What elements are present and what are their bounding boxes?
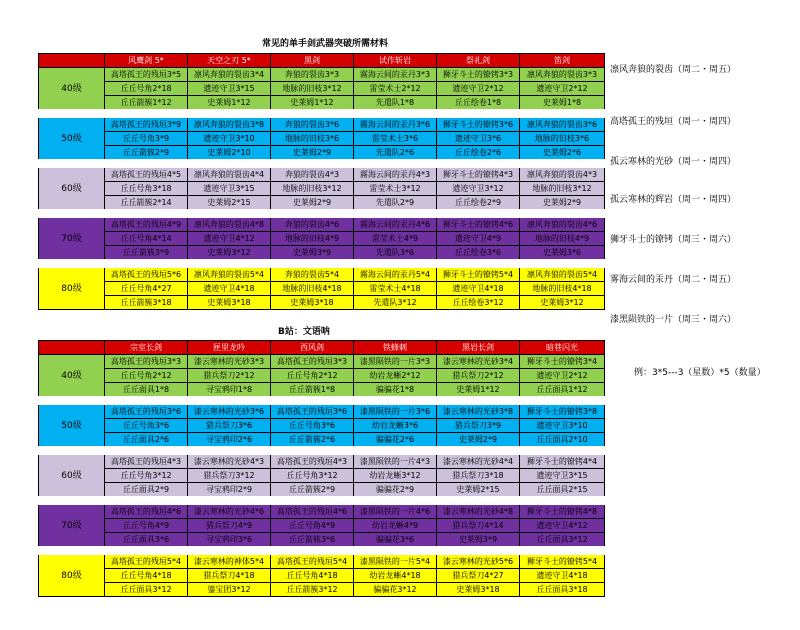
material-cell: 高塔孤王的残垣4*9 (105, 214, 188, 232)
material-cell: 遗迹守卫4*18 (188, 282, 271, 296)
material-cell: 幼岩龙蜥3*6 (354, 419, 437, 433)
table-row (39, 433, 605, 451)
material-cell: 雷莹术士3*12 (354, 182, 437, 196)
material-cell: 狮牙斗士的镣铐5*4 (437, 264, 520, 282)
material-cell: 丘丘箭簇3*9 (105, 246, 188, 264)
header-corner (39, 54, 105, 68)
weapon-header: 黑剑 (271, 54, 354, 68)
material-cell: 霧海云间的汞丹3*6 (354, 114, 437, 132)
material-cell: 漆云寒林的光砂3*8 (437, 401, 520, 419)
material-cell: 遗迹守卫4*12 (188, 232, 271, 246)
material-cell: 猎兵祭刀2*12 (188, 369, 271, 383)
material-cell: 骗骗花2*6 (354, 433, 437, 451)
material-cell: 骗骗花3*12 (354, 583, 437, 597)
material-cell: 史莱姆2*9 (271, 196, 354, 214)
table-row (39, 569, 605, 583)
material-cell: 丘丘箭簇2*9 (105, 146, 188, 164)
material-cell: 遗迹守卫4*18 (520, 569, 605, 583)
material-cell: 史莱姆1*12 (437, 383, 520, 401)
table-row (39, 401, 605, 419)
material-cell: 骗骗花3*6 (354, 533, 437, 551)
material-cell: 史莱姆2*15 (437, 483, 520, 501)
schedule-item: 漆黑陨铁的一片（周三・周六） (610, 315, 737, 325)
material-cell: 丘丘面具1*8 (105, 383, 188, 401)
material-cell: 丘丘号角4*9 (271, 519, 354, 533)
material-cell: 地脉的旧枝4*9 (520, 232, 605, 246)
material-cell: 猎兵祭刀3*18 (437, 469, 520, 483)
table-row (39, 296, 605, 310)
material-cell: 史莱姆3*6 (520, 246, 605, 264)
material-cell: 猎兵祭刀3*6 (188, 419, 271, 433)
material-cell: 丘丘号角3*6 (271, 419, 354, 433)
material-cell: 遗迹守卫3*12 (437, 182, 520, 196)
level-label: 80级 (39, 264, 105, 310)
material-cell: 雷莹术士3*6 (354, 132, 437, 146)
table-row (39, 583, 605, 597)
material-cell: 地脉的旧枝4*18 (271, 282, 354, 296)
material-cell: 鎏宝团3*12 (188, 583, 271, 597)
material-cell: 狮牙斗士的镣铐3*3 (437, 68, 520, 82)
legend-note: 例：3*5---3（星数）*5（数量） (634, 368, 766, 378)
table-row (39, 355, 605, 369)
material-cell: 猎兵祭刀3*9 (437, 419, 520, 433)
schedule-item: 孤云寒林的光砂（周一・周四） (610, 157, 737, 167)
material-cell: 地脉的旧枝3*6 (271, 132, 354, 146)
material-cell: 漆云寒林的光砂4*3 (188, 451, 271, 469)
material-cell: 凛风奔狼的裂齿4*4 (188, 164, 271, 182)
table-row (39, 246, 605, 264)
material-cell: 漆黑陨铁的一片3*3 (354, 355, 437, 369)
material-cell: 漆云寒林的光砂3*4 (437, 355, 520, 369)
material-cell: 史莱姆2*15 (188, 196, 271, 214)
table-row (39, 146, 605, 164)
table-row (39, 232, 605, 246)
material-cell: 地脉的旧枝4*9 (271, 232, 354, 246)
material-cell: 遗迹守卫3*10 (188, 132, 271, 146)
material-cell: 狮牙斗士的镣铐4*8 (520, 501, 605, 519)
material-cell: 丘丘号角4*27 (105, 282, 188, 296)
material-cell: 先遣队1*8 (354, 96, 437, 114)
material-cell: 狮牙斗士的镣铐3*6 (437, 114, 520, 132)
level-label: 50级 (39, 401, 105, 451)
material-cell: 高塔孤王的残垣3*3 (271, 355, 354, 369)
material-cell: 骗骗花1*8 (354, 383, 437, 401)
material-cell: 凛风奔狼的裂齿3*6 (520, 114, 605, 132)
material-cell: 史莱姆2*9 (520, 196, 605, 214)
material-cell: 遗迹守卫3*15 (520, 469, 605, 483)
material-cell: 丘丘箭簇3*18 (105, 296, 188, 310)
material-cell: 狮牙斗士的镣铐4*6 (437, 214, 520, 232)
weapon-header: 祭礼剑 (437, 54, 520, 68)
material-cell: 狮牙斗士的镣铐5*4 (520, 551, 605, 569)
material-cell: 丘丘面具3*12 (520, 533, 605, 551)
table-row (39, 214, 605, 232)
material-cell: 幼岩龙蜥3*12 (354, 469, 437, 483)
material-cell: 史莱姆3*9 (271, 246, 354, 264)
material-cell: 丘丘号角3*6 (105, 419, 188, 433)
material-cell: 霧海云间的汞丹3*3 (354, 68, 437, 82)
material-cell: 漆云寒林的光砂3*3 (188, 355, 271, 369)
header-row (39, 341, 605, 355)
material-cell: 高塔孤王的残垣3*3 (105, 355, 188, 369)
material-cell: 史莱姆2*10 (188, 146, 271, 164)
material-cell: 狮牙斗士的镣铐4*3 (437, 164, 520, 182)
material-cell: 丘丘绘卷2*9 (437, 196, 520, 214)
material-cell: 丘丘绘卷3*6 (437, 246, 520, 264)
material-cell: 漆云寒林的光砂3*6 (188, 401, 271, 419)
material-cell: 丘丘箭簇3*6 (271, 533, 354, 551)
material-cell: 寻宝鸦印2*9 (188, 483, 271, 501)
table-row (39, 82, 605, 96)
table-row (39, 96, 605, 114)
material-cell: 丘丘面具2*10 (520, 433, 605, 451)
material-cell: 丘丘号角4*9 (105, 519, 188, 533)
material-cell: 史莱姆2*6 (520, 146, 605, 164)
material-cell: 高塔孤王的残垣3*6 (271, 401, 354, 419)
material-cell: 漆云寒林的光砂4*8 (437, 501, 520, 519)
material-cell: 雷莹术士4*18 (354, 282, 437, 296)
material-cell: 遗迹守卫4*12 (520, 519, 605, 533)
material-cell: 高塔孤王的残垣3*5 (105, 68, 188, 82)
weapon-header: 试作斩岩 (354, 54, 437, 68)
material-cell: 奔狼的裂齿3*6 (271, 114, 354, 132)
level-label: 60级 (39, 451, 105, 501)
table-row (39, 383, 605, 401)
level-label: 40级 (39, 68, 105, 114)
table-row (39, 519, 605, 533)
material-cell: 丘丘面具2*9 (105, 483, 188, 501)
material-cell: 奔狼的裂齿3*3 (271, 68, 354, 82)
material-cell: 丘丘号角3*18 (105, 182, 188, 196)
material-cell: 漆云寒林的光砂4*6 (188, 501, 271, 519)
schedule-item: 雾海云间的汞丹（周二・周五） (610, 275, 737, 285)
schedule-item: 孤云寒林的辉岩（周一・周四） (610, 195, 737, 205)
material-cell: 丘丘箭簇2*6 (271, 433, 354, 451)
material-cell: 寻宝鸦印1*8 (188, 383, 271, 401)
material-cell: 凛风奔狼的裂齿4*6 (520, 214, 605, 232)
material-cell: 丘丘面具3*18 (520, 583, 605, 597)
materials-table-2 (38, 340, 605, 597)
material-cell: 丘丘箭簇3*12 (271, 583, 354, 597)
material-cell: 高塔孤王的残垣4*3 (271, 451, 354, 469)
material-cell: 幼岩龙蜥2*12 (354, 369, 437, 383)
weapon-header: 铁蜂刺 (354, 341, 437, 355)
table-row (39, 419, 605, 433)
material-cell: 丘丘箭簇2*14 (105, 196, 188, 214)
material-cell: 丘丘面具2*6 (105, 433, 188, 451)
level-label: 70级 (39, 501, 105, 551)
material-cell: 丘丘绘卷2*6 (437, 146, 520, 164)
material-cell: 奔狼的裂齿4*3 (271, 164, 354, 182)
table-row (39, 282, 605, 296)
material-cell: 凛风奔狼的裂齿3*3 (520, 68, 605, 82)
material-cell: 高塔孤王的残垣3*6 (105, 401, 188, 419)
material-cell: 狮牙斗士的镣铐3*4 (520, 355, 605, 369)
material-cell: 史莱姆3*12 (188, 246, 271, 264)
subtitle: B站：文语呐 (278, 327, 330, 337)
material-cell: 霧海云间的汞丹5*4 (354, 264, 437, 282)
material-cell: 高塔孤王的残垣5*4 (271, 551, 354, 569)
material-cell: 猎兵祭刀3*12 (188, 469, 271, 483)
material-cell: 漆云寒林的光砂5*6 (437, 551, 520, 569)
table-row (39, 469, 605, 483)
material-cell: 丘丘面具1*12 (520, 383, 605, 401)
material-cell: 幼岩龙蜥4*18 (354, 569, 437, 583)
material-cell: 丘丘面具3*12 (105, 583, 188, 597)
material-cell: 丘丘箭簇1*8 (271, 383, 354, 401)
material-cell: 地脉的旧枝3*12 (520, 182, 605, 196)
material-cell: 地脉的旧枝3*12 (271, 82, 354, 96)
material-cell: 地脉的旧枝4*18 (520, 282, 605, 296)
material-cell: 史莱姆2*9 (271, 146, 354, 164)
material-cell: 猎兵祭刀4*27 (437, 569, 520, 583)
material-cell: 丘丘号角4*18 (271, 569, 354, 583)
material-cell: 先遣队3*6 (354, 246, 437, 264)
material-cell: 漆黑陨铁的一片5*4 (354, 551, 437, 569)
header-corner (39, 341, 105, 355)
weapon-header: 天空之刃 5* (188, 54, 271, 68)
table-row (39, 132, 605, 146)
weapon-header: 匣里龙吟 (188, 341, 271, 355)
material-cell: 先遣队2*6 (354, 146, 437, 164)
material-cell: 丘丘箭簇2*9 (271, 483, 354, 501)
material-cell: 猎兵祭刀4*9 (188, 519, 271, 533)
material-cell: 猎兵祭刀4*18 (188, 569, 271, 583)
table-row (39, 483, 605, 501)
material-cell: 凛风奔狼的裂齿4*8 (188, 214, 271, 232)
material-cell: 丘丘面具3*6 (105, 533, 188, 551)
material-cell: 丘丘绘卷3*12 (437, 296, 520, 310)
material-cell: 丘丘号角4*18 (105, 569, 188, 583)
material-cell: 史莱姆3*18 (437, 583, 520, 597)
material-cell: 史莱姆2*9 (437, 433, 520, 451)
material-cell: 狮牙斗士的镣铐4*4 (520, 451, 605, 469)
table-row (39, 68, 605, 82)
material-cell: 丘丘号角2*18 (105, 82, 188, 96)
material-cell: 霧海云间的汞丹4*6 (354, 214, 437, 232)
material-cell: 凛风奔狼的裂齿3*4 (188, 68, 271, 82)
table-row (39, 196, 605, 214)
material-cell: 漆黑陨铁的一片4*3 (354, 451, 437, 469)
weapon-header: 宗室长剑 (105, 341, 188, 355)
table-row (39, 501, 605, 519)
material-cell: 史莱姆1*8 (520, 96, 605, 114)
material-cell: 雷莹术士4*9 (354, 232, 437, 246)
schedule-item: 凛风奔狼的裂齿（周二・周五） (610, 65, 737, 75)
material-cell: 遗迹守卫4*9 (437, 232, 520, 246)
material-cell: 寻宝鸦印3*6 (188, 533, 271, 551)
material-cell: 奔狼的裂齿5*4 (271, 264, 354, 282)
material-cell: 史莱姆1*12 (188, 96, 271, 114)
material-cell: 遗迹守卫3*15 (188, 82, 271, 96)
material-cell: 幼岩龙蜥4*9 (354, 519, 437, 533)
material-cell: 丘丘箭簇1*12 (105, 96, 188, 114)
table-row (39, 369, 605, 383)
material-cell: 高塔孤王的残垣3*9 (105, 114, 188, 132)
table-row (39, 164, 605, 182)
material-cell: 高塔孤王的残垣5*6 (105, 264, 188, 282)
material-cell: 遗迹守卫2*12 (520, 369, 605, 383)
table-row (39, 551, 605, 569)
material-cell: 凛风奔狼的裂齿3*8 (188, 114, 271, 132)
material-cell: 丘丘号角3*12 (105, 469, 188, 483)
material-cell: 地脉的旧枝3*6 (520, 132, 605, 146)
material-cell: 遗迹守卫2*12 (437, 82, 520, 96)
schedule-item: 狮牙斗士的镣铐（周三・周六） (610, 235, 737, 245)
weapon-header: 西风剑 (271, 341, 354, 355)
material-cell: 寻宝鸦印2*6 (188, 433, 271, 451)
material-cell: 丘丘面具2*15 (520, 483, 605, 501)
weapon-header: 风鹰剑 5* (105, 54, 188, 68)
material-cell: 史莱姆3*12 (520, 296, 605, 310)
material-cell: 高塔孤王的残垣4*6 (105, 501, 188, 519)
material-cell: 高塔孤王的残垣4*3 (105, 451, 188, 469)
level-label: 40级 (39, 355, 105, 401)
header-row (39, 54, 605, 68)
material-cell: 猎兵祭刀4*14 (437, 519, 520, 533)
material-cell: 高塔孤王的残垣4*6 (271, 501, 354, 519)
material-cell: 丘丘号角4*14 (105, 232, 188, 246)
material-cell: 高塔孤王的残垣4*5 (105, 164, 188, 182)
material-cell: 先遣队3*12 (354, 296, 437, 310)
schedule-item: 高塔孤王的残垣（周一・周四） (610, 117, 737, 127)
table-row (39, 114, 605, 132)
weapon-header: 暗巷闪光 (520, 341, 605, 355)
level-label: 80级 (39, 551, 105, 597)
material-cell: 遗迹守卫3*15 (188, 182, 271, 196)
material-cell: 漆云寒林的光砂4*4 (437, 451, 520, 469)
material-cell: 丘丘号角3*12 (271, 469, 354, 483)
material-cell: 雷莹术士2*12 (354, 82, 437, 96)
level-label: 60级 (39, 164, 105, 214)
materials-table-1 (38, 53, 605, 310)
page-title: 常见的单手剑武器突破所需材料 (262, 39, 389, 49)
material-cell: 高塔孤王的残垣5*4 (105, 551, 188, 569)
material-cell: 遗迹守卫4*18 (437, 282, 520, 296)
material-cell: 漆云寒林的神体5*4 (188, 551, 271, 569)
material-cell: 遗迹守卫3*10 (520, 419, 605, 433)
material-cell: 史莱姆3*9 (437, 533, 520, 551)
table-row (39, 451, 605, 469)
material-cell: 骗骗花2*9 (354, 483, 437, 501)
material-cell: 猎兵祭刀2*12 (437, 369, 520, 383)
material-cell: 丘丘号角3*9 (105, 132, 188, 146)
material-cell: 丘丘绘卷1*8 (437, 96, 520, 114)
material-cell: 奔狼的裂齿4*6 (271, 214, 354, 232)
material-cell: 史莱姆1*12 (271, 96, 354, 114)
material-cell: 遗迹守卫3*6 (437, 132, 520, 146)
material-cell: 丘丘号角2*12 (105, 369, 188, 383)
material-cell: 凛风奔狼的裂齿5*4 (520, 264, 605, 282)
material-cell: 漆黑陨铁的一片4*6 (354, 501, 437, 519)
table-row (39, 264, 605, 282)
material-cell: 史莱姆3*18 (188, 296, 271, 310)
material-cell: 凛风奔狼的裂齿5*4 (188, 264, 271, 282)
table-row (39, 533, 605, 551)
material-cell: 先遣队2*9 (354, 196, 437, 214)
level-label: 70级 (39, 214, 105, 264)
material-cell: 史莱姆3*18 (271, 296, 354, 310)
material-cell: 霧海云间的汞丹4*3 (354, 164, 437, 182)
weapon-header: 笛剑 (520, 54, 605, 68)
table-row (39, 182, 605, 196)
material-cell: 丘丘号角2*12 (271, 369, 354, 383)
level-label: 50级 (39, 114, 105, 164)
material-cell: 遗迹守卫2*12 (520, 82, 605, 96)
material-cell: 凛风奔狼的裂齿4*3 (520, 164, 605, 182)
material-cell: 漆黑陨铁的一片3*6 (354, 401, 437, 419)
weapon-header: 黑岩长剑 (437, 341, 520, 355)
material-cell: 狮牙斗士的镣铐3*8 (520, 401, 605, 419)
material-cell: 地脉的旧枝3*12 (271, 182, 354, 196)
